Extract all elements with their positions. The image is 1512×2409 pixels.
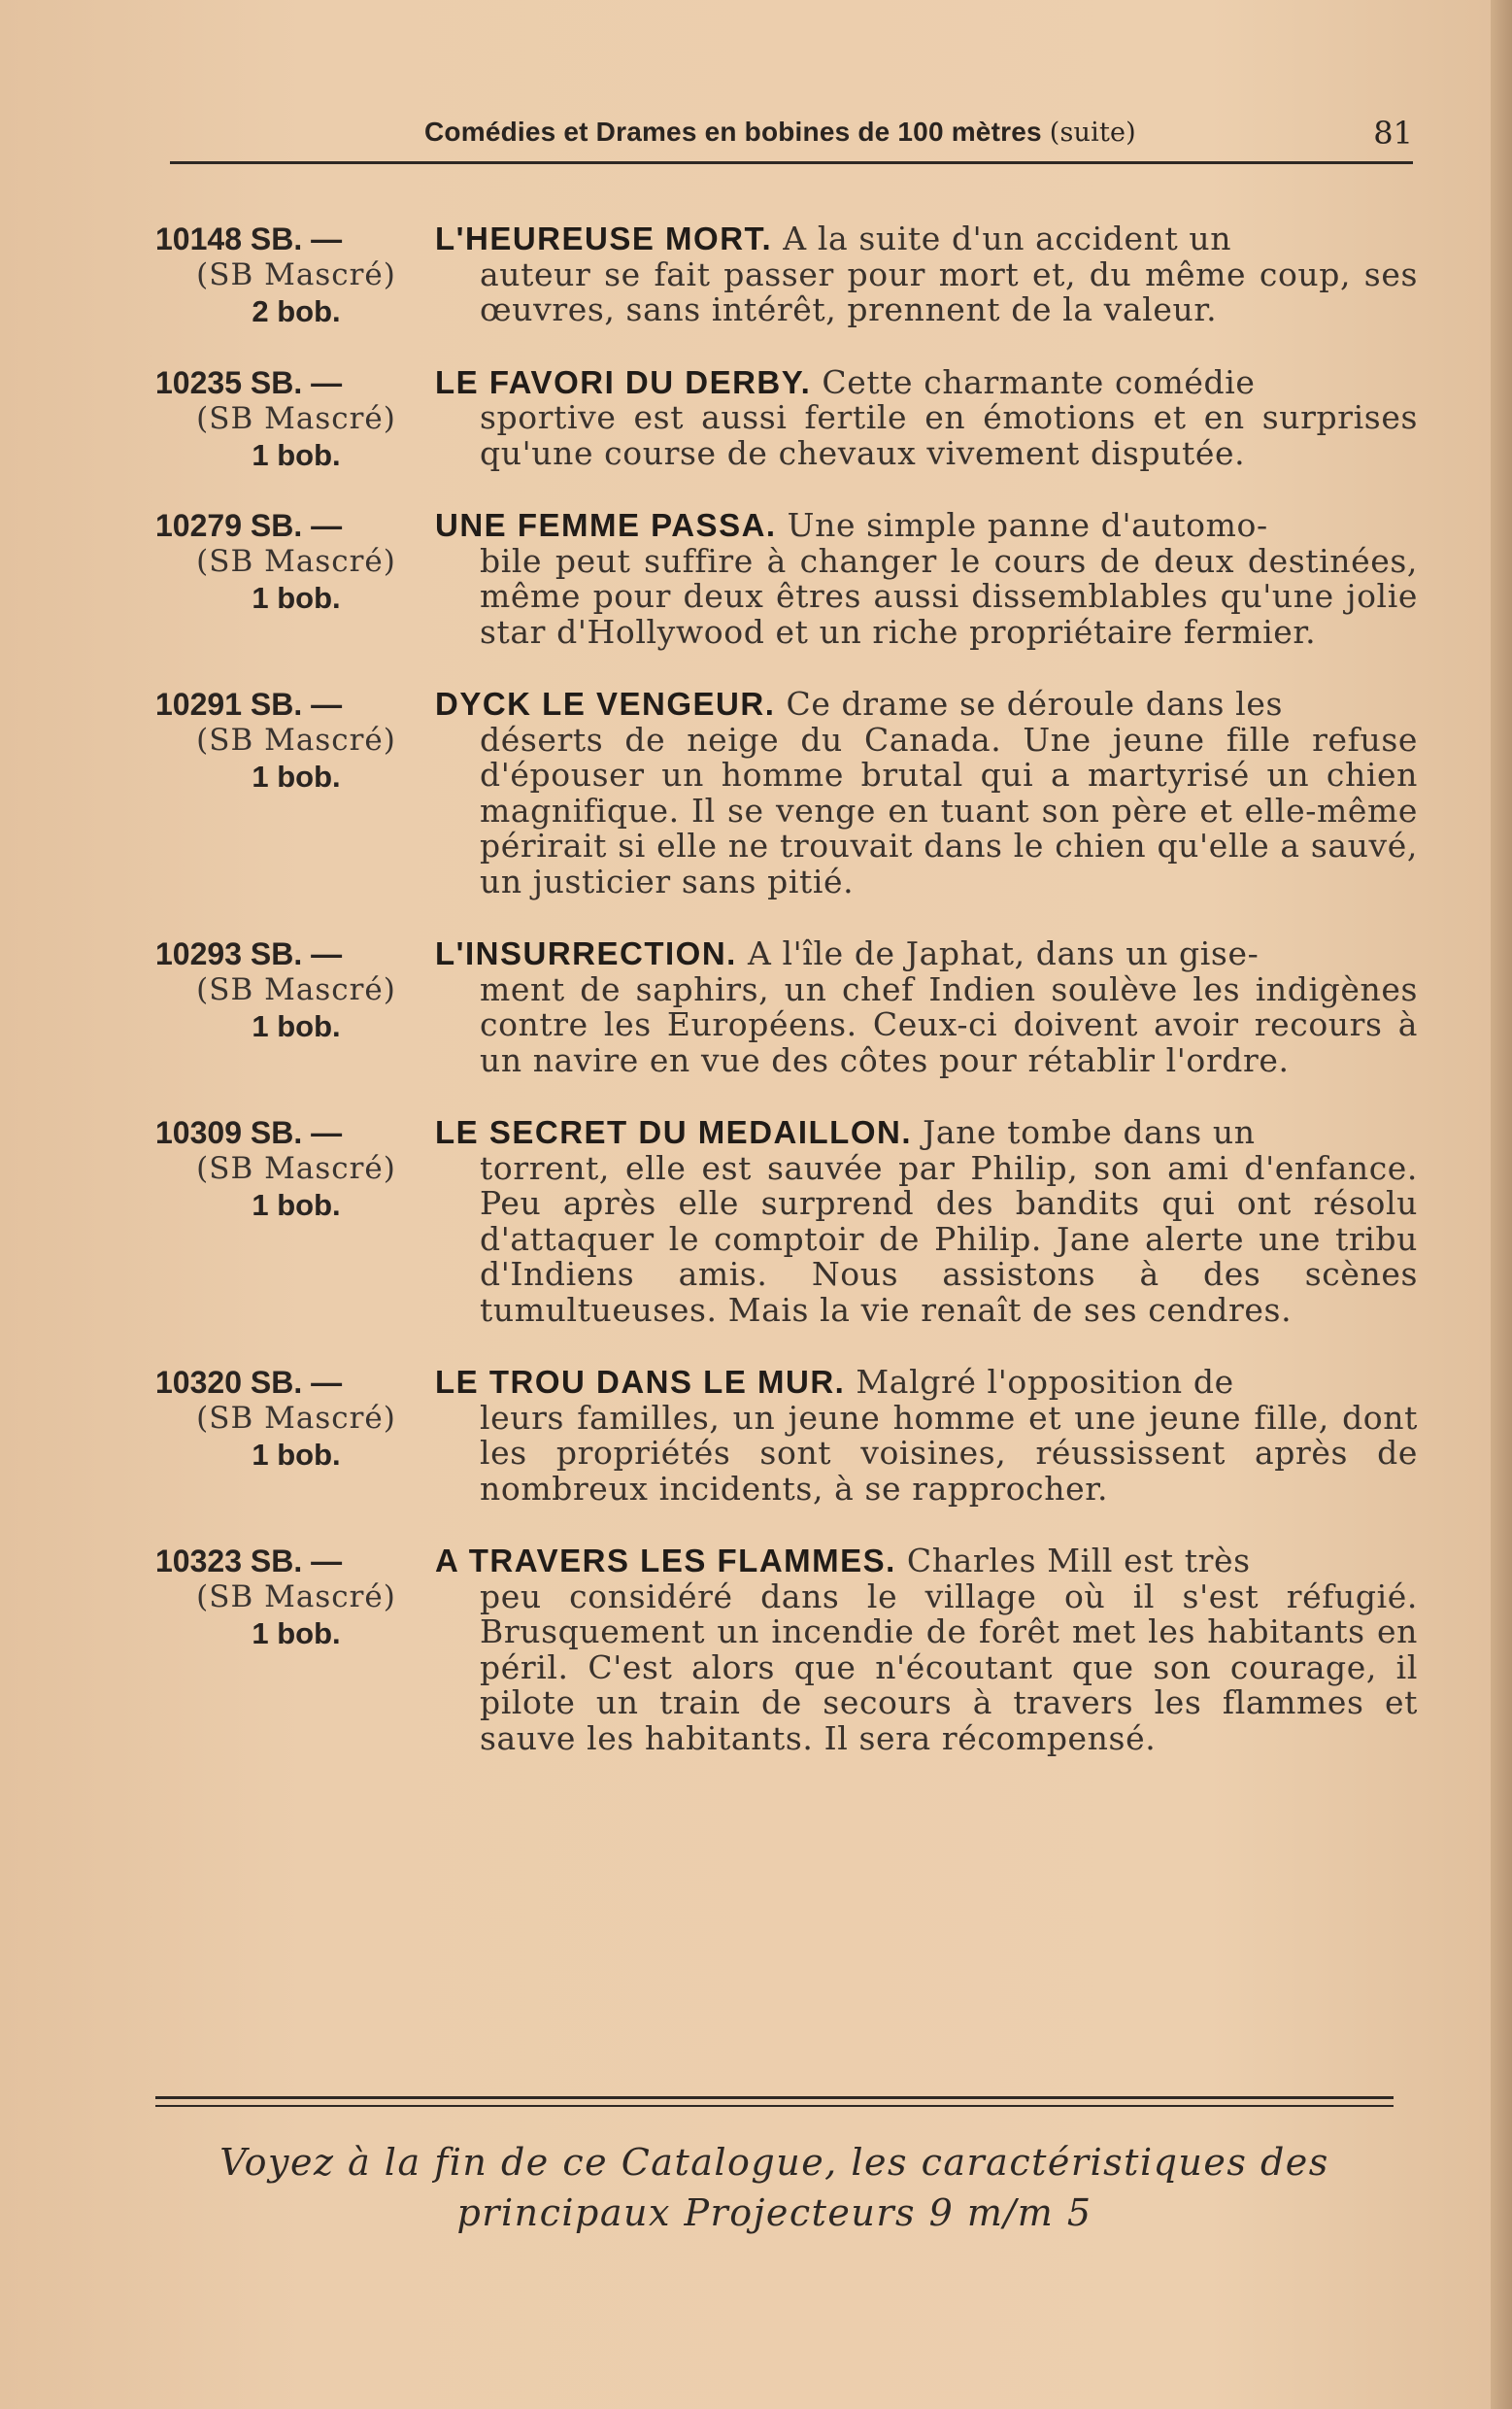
reel-count: 2 bob. <box>252 294 341 328</box>
description-first-line: Cette charmante comédie <box>811 362 1256 401</box>
description-text: leurs familles, un jeune homme et une jeune fille, dont les propriétés sont voisines, réussissent après de nombreux incidents, à se rapprocher. <box>480 1398 1418 1508</box>
description-text: peu considéré dans le village où il s'est réfugié. Brusquement un incendie de forêt met les habitants en péril. C'est alors que n'écoutant que son courage, il pilote un train de secours à travers les flammes et sauve les habitants. Il sera récompensé. <box>480 1577 1418 1757</box>
studio-label: (SB Mascré) <box>196 1151 396 1186</box>
description-text: déserts de neige du Canada. Une jeune fille refuse d'épouser un homme brutal qui a martyrisé un chien magnifique. Il se venge en tuant son père et elle-même périrait si elle ne trouvait dans le chien qu'elle a sauvé, un justicier sans pitié. <box>480 720 1418 900</box>
running-header <box>170 109 1413 157</box>
footer-line-2: principaux Projecteurs 9 m/m 5 <box>456 2191 1092 2234</box>
studio-label: (SB Mascré) <box>196 1401 396 1436</box>
film-title: DYCK LE VENGEUR. <box>435 686 776 722</box>
film-title: A TRAVERS LES FLAMMES. <box>435 1543 896 1578</box>
entry-meta <box>155 936 437 1044</box>
reel-count: 1 bob. <box>252 1188 341 1222</box>
entry-description <box>435 936 1418 1078</box>
film-title: LE FAVORI DU DERBY. <box>435 363 812 400</box>
studio-label: (SB Mascré) <box>196 1579 396 1614</box>
description-first-line: Jane tombe dans un <box>912 1113 1256 1151</box>
catalog-code: 10279 SB. — <box>155 508 343 543</box>
film-title: LE SECRET DU MEDAILLON. <box>435 1114 913 1150</box>
description-first-line: Charles Mill est très <box>895 1542 1251 1579</box>
studio-label: (SB Mascré) <box>196 972 396 1007</box>
entry-description <box>435 687 1418 899</box>
reel-count: 1 bob. <box>252 760 341 794</box>
entry-description <box>435 362 1418 472</box>
entry-description <box>435 1544 1418 1756</box>
reel-count: 1 bob. <box>252 1616 341 1650</box>
reel-count: 1 bob. <box>252 1438 341 1472</box>
film-entry <box>155 687 1418 899</box>
film-entry <box>155 508 1418 650</box>
catalog-code: 10309 SB. — <box>155 1115 343 1150</box>
header-title-text: Comédies et Drames en bobines de 100 mètres <box>424 117 1042 147</box>
entry-description <box>435 1115 1418 1328</box>
catalog-code: 10320 SB. — <box>155 1365 343 1400</box>
description-text: bile peut suffire à changer le cours de deux destinées, même pour deux êtres aussi dissemblables qu'une jolie star d'Hollywood et un riche propriétaire fermier. <box>480 541 1418 651</box>
catalog-code: 10323 SB. — <box>155 1544 343 1578</box>
entry-meta <box>155 221 437 329</box>
description-first-line: A l'île de Japhat, dans un gise- <box>736 934 1260 972</box>
footer-divider-top <box>155 2096 1394 2099</box>
studio-label: (SB Mascré) <box>196 723 396 758</box>
film-title: UNE FEMME PASSA. <box>435 507 777 543</box>
film-title: L'HEUREUSE MORT. <box>435 221 773 256</box>
reel-count: 1 bob. <box>252 581 341 615</box>
footer-note <box>155 2137 1394 2238</box>
catalog-code: 10293 SB. — <box>155 936 343 971</box>
header-title <box>424 117 1136 148</box>
description-first-line: A la suite d'un accident un <box>772 220 1232 257</box>
film-entry <box>155 1115 1418 1328</box>
header-divider <box>170 161 1413 164</box>
entry-meta <box>155 687 437 795</box>
catalog-code: 10235 SB. — <box>155 364 343 400</box>
entry-meta <box>155 1544 437 1651</box>
film-entry <box>155 362 1418 472</box>
description-text: ment de saphirs, un chef Indien soulève les indigènes contre les Européens. Ceux-ci doivent avoir recours à un navire en vue des côtes pour rétablir l'ordre. <box>480 969 1418 1079</box>
page-number: 81 <box>1373 115 1413 152</box>
description-first-line: Une simple panne d'automo- <box>776 506 1268 544</box>
entry-meta <box>155 365 437 473</box>
film-entry <box>155 221 1418 328</box>
header-suite: (suite) <box>1049 118 1136 148</box>
description-first-line: Ce drame se déroule dans les <box>775 685 1283 723</box>
film-entry <box>155 1544 1418 1756</box>
studio-label: (SB Mascré) <box>196 544 396 579</box>
catalog-code: 10148 SB. — <box>155 221 343 256</box>
reel-count: 1 bob. <box>252 437 341 472</box>
entry-description <box>435 1365 1418 1507</box>
description-text: auteur se fait passer pour mort et, du même coup, ses œuvres, sans intérêt, prennent de la valeur. <box>480 254 1418 328</box>
page-edge <box>1491 0 1512 2409</box>
entry-meta <box>155 1115 437 1223</box>
film-entry <box>155 1365 1418 1507</box>
entry-description <box>435 221 1418 328</box>
entry-description <box>435 508 1418 650</box>
film-list <box>155 221 1418 1793</box>
film-entry <box>155 936 1418 1078</box>
description-text: sportive est aussi fertile en émotions et en surprises qu'une course de chevaux vivement disputée. <box>480 398 1418 472</box>
description-first-line: Malgré l'opposition de <box>845 1363 1234 1401</box>
studio-label: (SB Mascré) <box>196 257 396 292</box>
studio-label: (SB Mascré) <box>196 400 396 436</box>
footer-line-1: Voyez à la fin de ce Catalogue, les caractéristiques des <box>219 2141 1329 2184</box>
entry-meta <box>155 1365 437 1473</box>
catalog-code: 10291 SB. — <box>155 687 343 722</box>
description-text: torrent, elle est sauvée par Philip, son ami d'enfance. Peu après elle surprend des bandits qui ont résolu d'attaquer le comptoir de Philip. Jane alerte une tribu d'Indiens amis. Nous assistons à des scènes tumultueuses. Mais la vie renaît de ses cendres. <box>480 1148 1418 1329</box>
entry-meta <box>155 508 437 616</box>
footer-divider-bottom <box>155 2105 1394 2107</box>
film-title: LE TROU DANS LE MUR. <box>435 1364 846 1400</box>
film-title: L'INSURRECTION. <box>435 935 737 971</box>
reel-count: 1 bob. <box>252 1009 341 1043</box>
